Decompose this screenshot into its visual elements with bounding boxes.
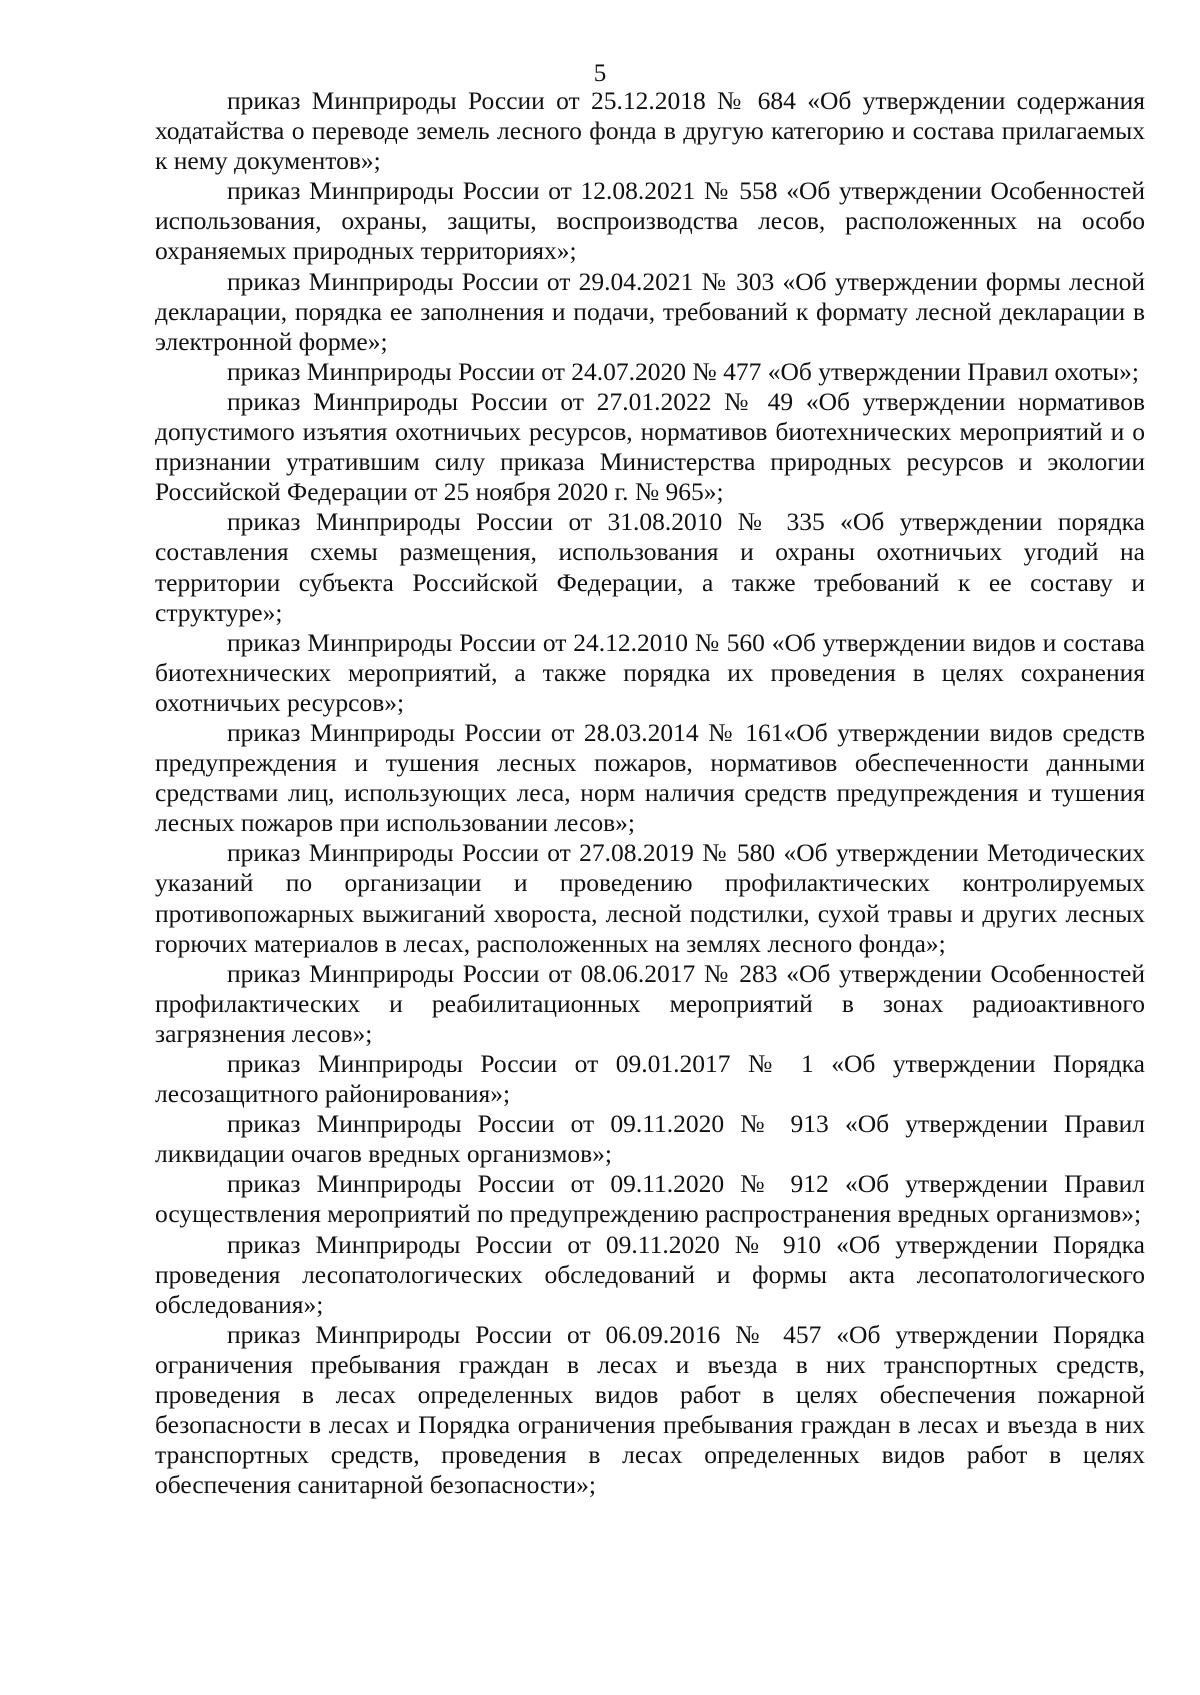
list-item: приказ Минприроды России от 29.04.2021 № 303 «Об утверждении формы лесной декларации, порядка ее заполнения и подачи, требований к формату лесной декларации в электронной форме»; xyxy=(155,266,1145,356)
list-item: приказ Минприроды России от 08.06.2017 № 283 «Об утверждении Особенностей профилактических и реабилитационных мероприятий в зонах радиоактивного загрязнения лесов»; xyxy=(155,958,1145,1048)
list-item: приказ Минприроды России от 27.01.2022 № 49 «Об утверждении нормативов допустимого изъятия охотничьих ресурсов, нормативов биотехнических мероприятий и о признании утратившим силу приказа Министерства природных ресурсов и экологии Российской Федерации от 25 ноября 2020 г. № 965»; xyxy=(155,386,1145,507)
list-item: приказ Минприроды России от 09.11.2020 № 912 «Об утверждении Правил осуществления мероприятий по предупреждению распространения вредных организмов»; xyxy=(155,1169,1145,1229)
document-body xyxy=(155,86,1145,1500)
list-item: приказ Минприроды России от 24.07.2020 № 477 «Об утверждении Правил охоты»; xyxy=(227,356,1139,386)
list-item: приказ Минприроды России от 09.11.2020 № 913 «Об утверждении Правил ликвидации очагов вредных организмов»; xyxy=(155,1109,1145,1169)
list-item: приказ Минприроды России от 09.01.2017 № 1 «Об утверждении Порядка лесозащитного районирования»; xyxy=(155,1049,1145,1109)
list-item: приказ Минприроды России от 12.08.2021 № 558 «Об утверждении Особенностей использования, охраны, защиты, воспроизводства лесов, расположенных на особо охраняемых природных территориях»; xyxy=(155,176,1145,266)
list-item: приказ Минприроды России от 31.08.2010 № 335 «Об утверждении порядка составления схемы размещения, использования и охраны охотничьих угодий на территории субъекта Российской Федерации, а также требований к ее составу и структуре»; xyxy=(155,507,1145,627)
page-number: 5 xyxy=(593,60,607,87)
list-item: приказ Минприроды России от 24.12.2010 № 560 «Об утверждении видов и состава биотехнических мероприятий, а также порядка их проведения в целях сохранения охотничьих ресурсов»; xyxy=(155,627,1145,717)
list-item: приказ Минприроды России от 09.11.2020 № 910 «Об утверждении Порядка проведения лесопатологических обследований и формы акта лесопатологического обследования»; xyxy=(155,1229,1145,1319)
list-item: приказ Минприроды России от 27.08.2019 № 580 «Об утверждении Методических указаний по организации и проведению профилактических контролируемых противопожарных выжиганий хвороста, лесной подстилки, сухой травы и других лесных горючих материалов в лесах, расположенных на землях лесного фонда»; xyxy=(155,838,1145,958)
list-item: приказ Минприроды России от 28.03.2014 № 161«Об утверждении видов средств предупреждения и тушения лесных пожаров, нормативов обеспеченности данными средствами лиц, использующих леса, норм наличия средств предупреждения и тушения лесных пожаров при использовании лесов»; xyxy=(155,717,1145,838)
list-item: приказ Минприроды России от 25.12.2018 № 684 «Об утверждении содержания ходатайства о переводе земель лесного фонда в другую категорию и состава прилагаемых к нему документов»; xyxy=(155,86,1145,176)
list-item: приказ Минприроды России от 06.09.2016 № 457 «Об утверждении Порядка ограничения пребывания граждан в лесах и въезда в них транспортных средств, проведения в лесах определенных видов работ в целях обеспечения пожарной безопасности в лесах и Порядка ограничения пребывания граждан в лесах и въезда в них транспортных средств, проведения в лесах определенных видов работ в целях обеспечения санитарной безопасности»; xyxy=(155,1319,1145,1500)
